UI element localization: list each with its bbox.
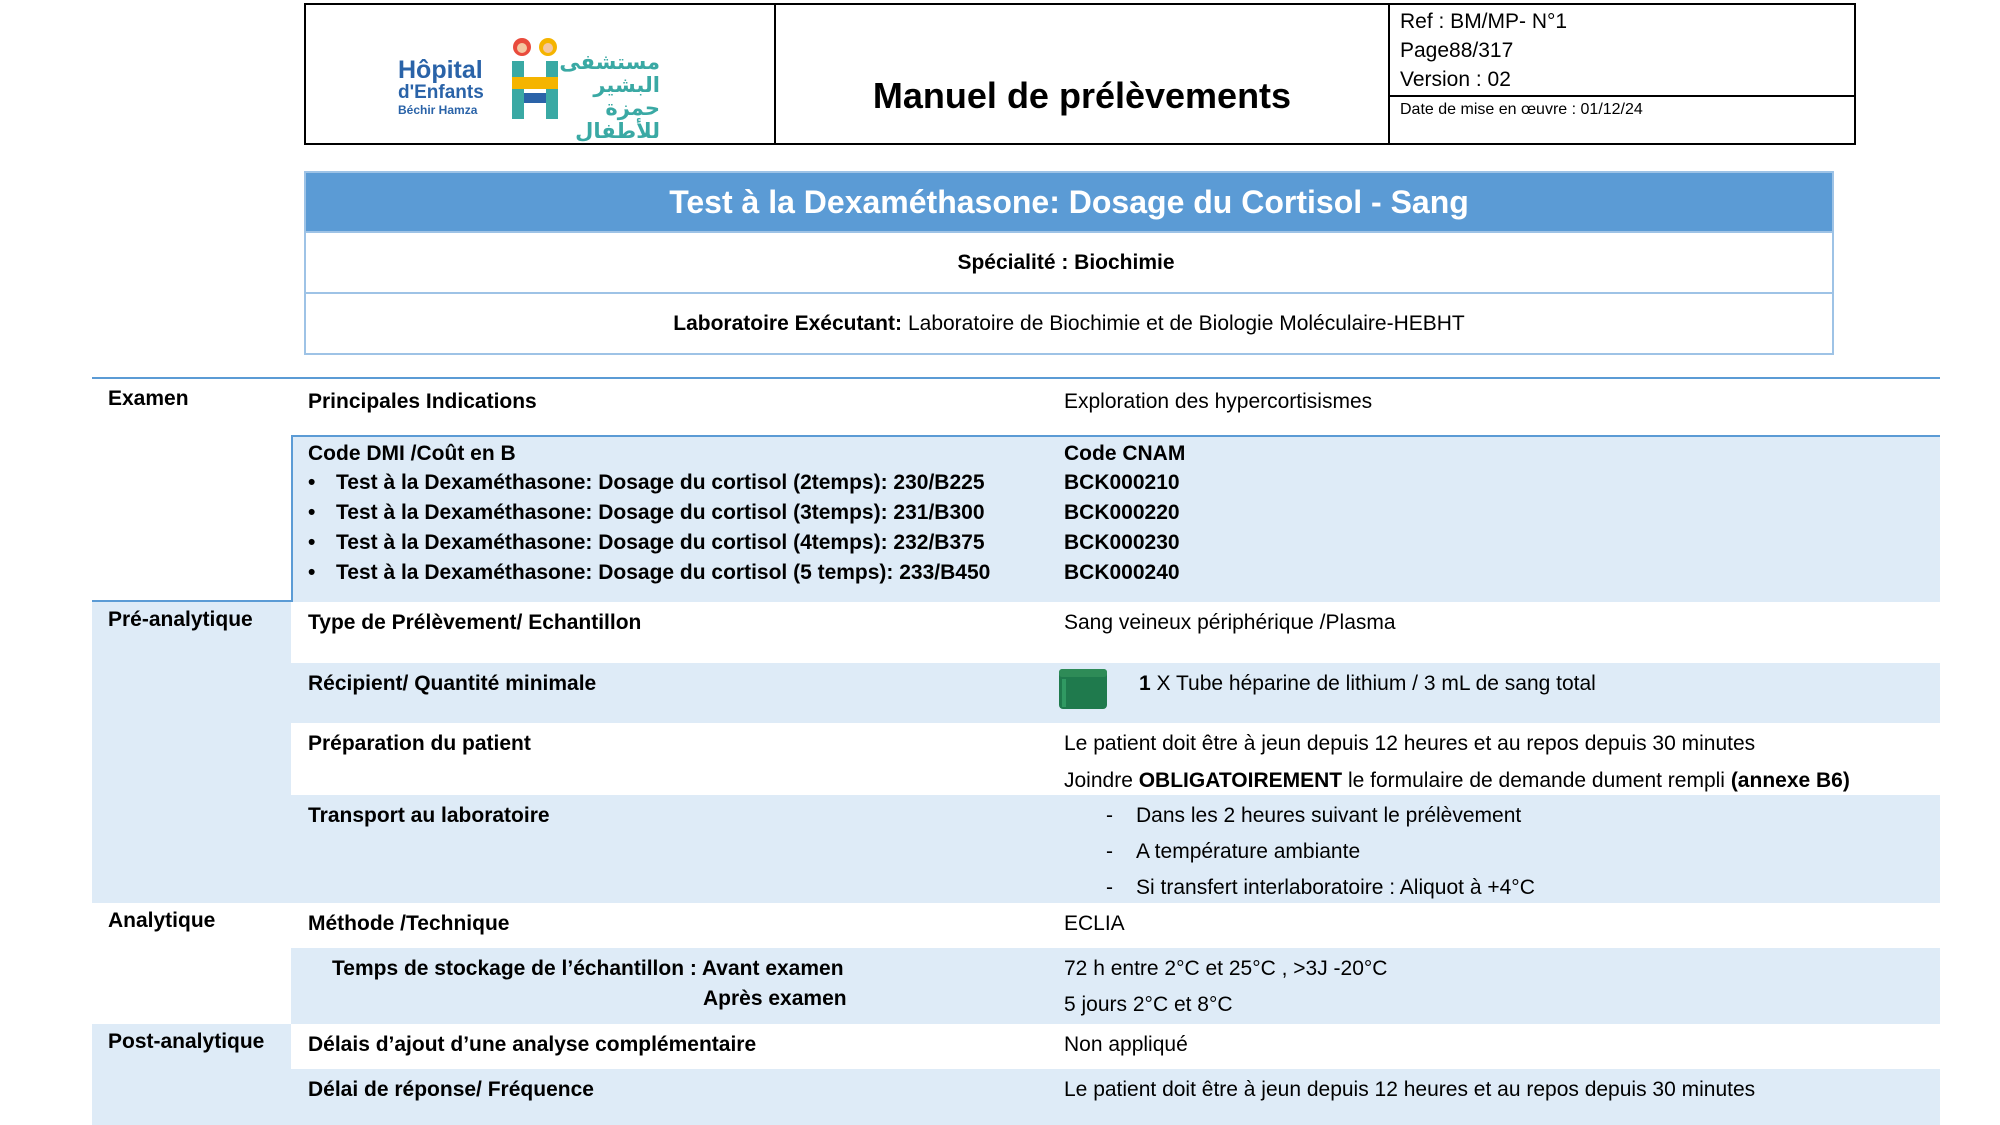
prep-label: Préparation du patient [308, 732, 531, 755]
header-title-cell [776, 5, 1390, 143]
prep-line2-b: OBLIGATOIREMENT [1138, 769, 1343, 792]
reponse-label: Délai de réponse/ Fréquence [308, 1078, 594, 1101]
dmi-item: • Test à la Dexaméthasone: Dosage du cortisol (3temps): 231/B300 [308, 498, 990, 528]
indications-value: Exploration des hypercortisismes [1064, 390, 1373, 413]
logo-cell [306, 5, 776, 143]
logo-arabic [559, 51, 660, 143]
cnam-code: BCK000230 [1064, 531, 1180, 554]
recipient-desc: X Tube héparine de lithium / 3 mL de sang total [1150, 672, 1596, 695]
reponse-value: Le patient doit être à jeun depuis 12 heures et au repos depuis 30 minutes [1064, 1078, 1756, 1101]
document-header [304, 3, 1856, 145]
recipient-value [1139, 669, 1596, 699]
transport-item: - A température ambiante [1106, 834, 1535, 870]
laboratoire-label: Laboratoire Exécutant: [673, 311, 902, 335]
stockage-value1: 72 h entre 2°C et 25°C , >3J -20°C [1064, 957, 1388, 980]
logo-arabic-line3: للأطفال [575, 120, 660, 143]
stockage-label: Temps de stockage de l’échantillon : Avant examen [332, 957, 844, 980]
ref-number: Ref : BM/MP- N°1 [1400, 10, 1568, 33]
prep-line2-c: le formulaire de demande dument rempli [1342, 769, 1731, 792]
row-preparation [92, 723, 1940, 795]
logo-name-line3: Béchir Hamza [398, 103, 478, 117]
indications-label: Principales Indications [308, 390, 537, 413]
delais-value: Non appliqué [1064, 1033, 1188, 1056]
row-stockage [92, 948, 1940, 1024]
implementation-date: Date de mise en œuvre : 01/12/24 [1400, 101, 1643, 118]
prep-line2-a: Joindre [1064, 769, 1139, 792]
recipient-label: Récipient/ Quantité minimale [308, 672, 597, 695]
stockage-value2: 5 jours 2°C et 8°C [1064, 993, 1233, 1016]
prep-line2 [1064, 766, 1850, 796]
recipient-qty: 1 [1139, 672, 1151, 695]
row-methode [92, 903, 1940, 948]
stockage-label2: Après examen [703, 987, 847, 1010]
methode-value: ECLIA [1064, 912, 1125, 935]
row-codes [92, 435, 1940, 602]
row-transport [92, 795, 1940, 903]
hospital-logo [398, 57, 484, 117]
page-number: Page88/317 [1400, 39, 1514, 62]
specialite: Spécialité : Biochimie [957, 250, 1175, 274]
test-title-box [304, 171, 1834, 355]
section-post-analytique: Post-analytique [108, 1030, 265, 1053]
test-title: Test à la Dexaméthasone: Dosage du Cortisol - Sang [306, 173, 1832, 231]
logo-arabic-line1: مستشفى [559, 51, 660, 74]
transport-item: - Si transfert interlaboratoire : Aliquot à +4°C [1106, 870, 1535, 906]
row-indications [92, 379, 1940, 435]
document-title: Manuel de prélèvements [872, 75, 1292, 116]
ref-block [1390, 5, 1854, 97]
logo-arabic-line2: البشير حمزة [593, 74, 660, 120]
methode-label: Méthode /Technique [308, 912, 510, 935]
transport-list [1106, 798, 1535, 906]
hospital-logo-icon [506, 33, 568, 123]
cnam-code: BCK000210 [1064, 471, 1180, 494]
laboratoire-value: Laboratoire de Biochimie et de Biologie Moléculaire-HEBHT [907, 311, 1465, 335]
specialite-row [306, 231, 1832, 292]
logo-name-line1: Hôpital [398, 56, 483, 84]
row-recipient [92, 663, 1940, 723]
transport-item: - Dans les 2 heures suivant le prélèvement [1106, 798, 1535, 834]
dmi-item: • Test à la Dexaméthasone: Dosage du cortisol (4temps): 232/B375 [308, 528, 990, 558]
dmi-item: • Test à la Dexaméthasone: Dosage du cortisol (5 temps): 233/B450 [308, 558, 990, 588]
logo-name-line2: d'Enfants [398, 82, 484, 103]
dmi-label: Code DMI /Coût en B [308, 442, 516, 465]
row-delais [92, 1024, 1940, 1069]
type-label: Type de Prélèvement/ Echantillon [308, 611, 642, 634]
cnam-code: BCK000240 [1064, 561, 1180, 584]
row-reponse [92, 1069, 1940, 1125]
section-examen: Examen [108, 387, 189, 410]
prep-line1: Le patient doit être à jeun depuis 12 heures et au repos depuis 30 minutes [1064, 732, 1756, 755]
section-analytique: Analytique [108, 909, 216, 932]
delais-label: Délais d’ajout d’une analyse complémentaire [308, 1033, 757, 1056]
cnam-code: BCK000220 [1064, 501, 1180, 524]
row-type-prelevement [92, 602, 1940, 663]
type-value: Sang veineux périphérique /Plasma [1064, 611, 1396, 634]
section-pre-analytique: Pré-analytique [108, 608, 253, 631]
transport-label: Transport au laboratoire [308, 804, 550, 827]
dmi-item: • Test à la Dexaméthasone: Dosage du cortisol (2temps): 230/B225 [308, 468, 990, 498]
dmi-list [308, 468, 990, 588]
green-tube-cap-icon [1058, 667, 1108, 711]
prep-line2-d: (annexe B6) [1730, 769, 1850, 792]
version: Version : 02 [1400, 68, 1511, 91]
header-ref-cell [1390, 5, 1854, 143]
laboratoire-row [306, 292, 1832, 353]
cnam-label: Code CNAM [1064, 442, 1186, 465]
